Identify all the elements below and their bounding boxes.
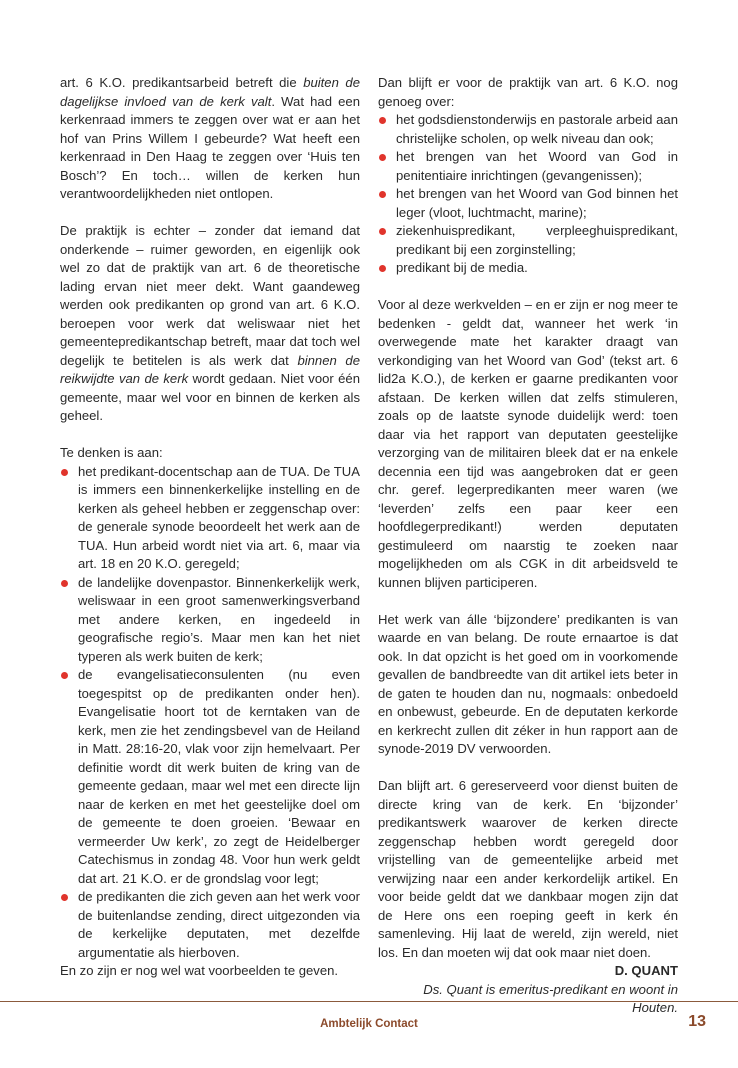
footer-title: Ambtelijk Contact (320, 1018, 418, 1030)
list-item: het predikant-docentschap aan de TUA. De TUA is immers een binnenkerkelijke instelling en de kerken als geheel hebben er zeggenschap over: de generale synode beoordeelt het werk aan de TUA. Hun arbeid wordt niet via art. 6, maar via art. 18 en 20 K.O. geregeld; (60, 463, 360, 574)
list-intro: Te denken is aan: (60, 445, 163, 460)
author-name: D. QUANT (614, 963, 678, 978)
paragraph: En zo zijn er nog wel wat voorbeelden te geven. (60, 963, 339, 978)
bullet-list (60, 463, 360, 963)
author-note: Ds. Quant is emeritus-predikant en woont in Houten. (423, 981, 678, 1015)
list-item: het brengen van het Woord van God in penitentiaire inrichtingen (gevangenissen); (378, 148, 678, 185)
list-item: ziekenhuispredikant, verpleeghuispredikant, predikant bij een zorginstelling; (378, 222, 678, 259)
list-item: de predikanten die zich geven aan het werk voor de buitenlandse zending, direct uitgezonden via de kerkelijke deputaten, met dezelfde argumentatie als hierboven. (60, 888, 360, 962)
paragraph: art. 6 K.O. predikantsarbeid betreft die buiten de dagelijkse invloed van de kerk valt. Wat had een kerkenraad immers te zeggen over wat er aan het hof van Prins Willem I gebeurde? Wat heeft een kerkenraad in Den Haag te zeggen over ‘Huis ten Bosch’? En toch… willen de kerken hun verantwoordelijkheden niet ontlopen. (60, 75, 360, 201)
paragraph: Het werk van álle ‘bijzondere’ predikanten is van waarde en van belang. De route ernaartoe is dat ook. In dat opzicht is het goed om in voorkomende gevallen de bandbreedte van dit artikel iets beter in de gaten te houden dan nu, nogmaals: onbedoeld en onbewust, gebeurde. En de deputaten kerkorde en kerkrecht zullen dit zéker in hun rapport aan de synode-2019 DV verwoorden. (378, 611, 678, 756)
list-item: het godsdienstonderwijs en pastorale arbeid aan christelijke scholen, op welk niveau dan ook; (378, 111, 678, 148)
footer-divider (0, 1001, 738, 1002)
list-item: de evangelisatieconsulenten (nu even toegespitst op de predikanten onder hen). Evangelisatie hoort tot de kerntaken van de kerk, men zie het zendingsbevel van de Heiland in Matt. 28:16-20, vlak voor zijn hemelvaart. Per definitie wordt dit werk buiten de kring van de gemeente gedaan, maar wel met een directe lijn naar de kerken en met het geestelijke doel om de gemeente te doen groeien. ‘Bewaar en vermeerder Uw kerk’, zo zegt de Heidelberger Catechismus in zondag 48. Voor hun werk geldt dat art. 21 K.O. er de grondslag voor legt; (60, 666, 360, 888)
bullet-list (378, 111, 678, 278)
right-column (378, 74, 678, 1018)
list-item: predikant bij de media. (378, 259, 678, 278)
left-column (60, 74, 360, 981)
paragraph: De praktijk is echter – zonder dat iemand dat onderkende – ruimer geworden, en eigenlijk ook wel zo dat de praktijk van art. 6 de theoretische lading ervan niet meer dekt. Want gaandeweg werden ook predikanten op grond van art. 6 K.O. beroepen voor werk dat weliswaar niet het gemeentepredikantschap betreft, maar dat toch wel degelijk te betitelen is als werk dat binnen de reikwijdte van de kerk wordt gedaan. Niet voor één gemeente, maar wel voor en binnen de kerken als geheel. (60, 223, 360, 423)
page-number: 13 (688, 1013, 706, 1030)
paragraph: Voor al deze werkvelden – en er zijn er nog meer te bedenken - geldt dat, wanneer het werk ‘in overwegende mate het karakter draagt van verkondiging van het Woord van God’ (tekst art. 6 lid2a K.O.), de kerken er gaarne predikanten voor afstaan. De kerken willen dat zelfs stimuleren, zoals op de laatste synode duidelijk werd: toen daar via het rapport van deputaten geestelijke verzorging van de militairen bleek dat er na enkele decennia een tijd was aangebroken dat er geen chr. geref. legerpredikanten meer waren (we ‘leverden’ zelfs een paar keer een hoofdlegerpredikant!) werden deputaten gestimuleerd om naarstig te zoeken naar mogelijkheden om als CGK in dit arbeidsveld te kunnen blijven participeren. (378, 297, 678, 590)
list-item: de landelijke dovenpastor. Binnenkerkelijk werk, weliswaar in een groot samenwerkingsverband met andere kerken, en ingedeeld in geografische regio’s. Maar men kan het niet typeren als werk buiten de kerk; (60, 574, 360, 667)
paragraph: Dan blijft art. 6 gereserveerd voor dienst buiten de directe kring van de kerk. En ‘bijzonder’ predikantswerk waarover de kerken directe zeggenschap hebben wordt geregeld door vrijstelling van de gemeentelijke arbeid met verwijzing naar een ander kerkordelijk artikel. En voor beide geldt dat we dankbaar mogen zijn dat de Here ons een roeping geeft in kerk én samenleving. Hij laat de wereld, zijn wereld, niet los. En dan moeten wij dat ook maar niet doen. (378, 778, 678, 960)
list-intro: Dan blijft er voor de praktijk van art. 6 K.O. nog genoeg over: (378, 75, 678, 109)
list-item: het brengen van het Woord van God binnen het leger (vloot, luchtmacht, marine); (378, 185, 678, 222)
